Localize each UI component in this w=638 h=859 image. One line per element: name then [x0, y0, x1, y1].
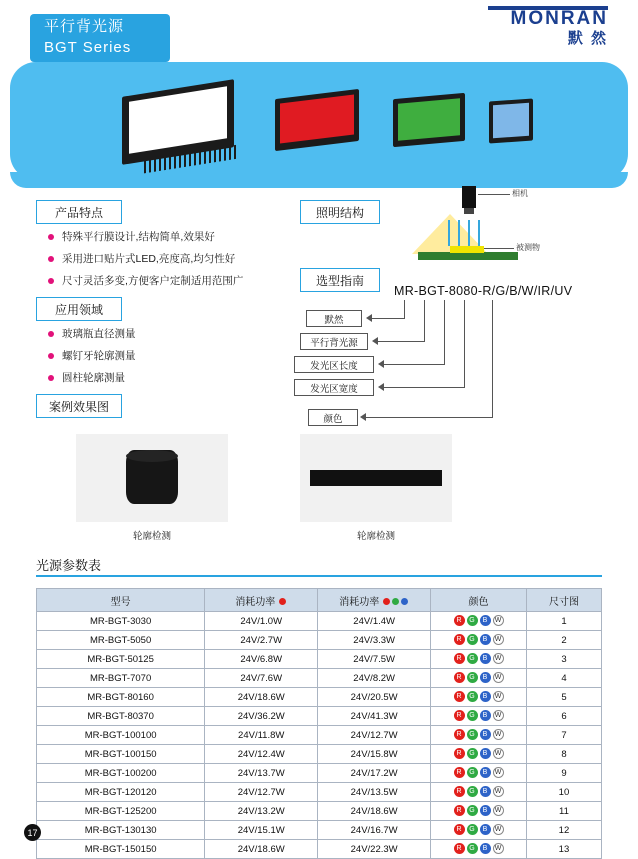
white-color-badge: W: [493, 615, 504, 626]
cell-model: MR-BGT-3030: [37, 612, 205, 631]
guide-item-brand: 默然: [306, 310, 362, 327]
list-item: 玻璃瓶直径测量: [48, 325, 298, 344]
column-header-power-mono: 消耗功率: [205, 589, 318, 612]
guide-item-width: 发光区宽度: [294, 379, 374, 396]
red-color-badge: R: [454, 634, 465, 645]
white-color-badge: W: [493, 672, 504, 683]
light-ray: [478, 220, 480, 246]
white-color-badge: W: [493, 767, 504, 778]
red-color-badge: R: [454, 653, 465, 664]
white-color-badge: W: [493, 634, 504, 645]
cell-power-rgb: 24V/16.7W: [318, 821, 431, 840]
product-image-red: [275, 89, 359, 151]
section-underline: [36, 575, 602, 577]
cell-power-rgb: 24V/8.2W: [318, 669, 431, 688]
blue-color-badge: B: [480, 653, 491, 664]
blue-color-badge: B: [480, 672, 491, 683]
cell-power-mono: 24V/15.1W: [205, 821, 318, 840]
feature-list: [48, 228, 298, 294]
camera-label: 相机: [512, 189, 528, 198]
leader-line: [478, 194, 510, 195]
cell-power-mono: 24V/13.7W: [205, 764, 318, 783]
list-item: 螺钉牙轮廓测量: [48, 347, 298, 366]
cell-power-mono: 24V/6.8W: [205, 650, 318, 669]
green-color-badge: G: [467, 710, 478, 721]
cell-colors: [431, 631, 527, 650]
blue-color-badge: B: [480, 843, 491, 854]
guide-connector: [444, 300, 445, 364]
cell-power-mono: 24V/12.7W: [205, 783, 318, 802]
cell-power-mono: 24V/18.6W: [205, 688, 318, 707]
table-row: [37, 612, 602, 631]
case-image-bar: [300, 434, 452, 522]
page-number: 17: [24, 824, 41, 841]
section-label-selection-guide: 选型指南: [300, 268, 380, 292]
green-color-badge: G: [467, 824, 478, 835]
cell-model: MR-BGT-150150: [37, 840, 205, 859]
cell-colors: [431, 745, 527, 764]
cell-colors: [431, 821, 527, 840]
cell-dimension-ref: 13: [526, 840, 601, 859]
table-row: [37, 631, 602, 650]
blue-color-badge: B: [480, 824, 491, 835]
cell-dimension-ref: 3: [526, 650, 601, 669]
cell-colors: [431, 783, 527, 802]
cell-colors: [431, 764, 527, 783]
cell-model: MR-BGT-125200: [37, 802, 205, 821]
guide-arrow: [360, 413, 366, 421]
cell-model: MR-BGT-100200: [37, 764, 205, 783]
red-dot-icon: [279, 598, 286, 605]
cell-dimension-ref: 7: [526, 726, 601, 745]
green-color-badge: G: [467, 729, 478, 740]
table-row: [37, 783, 602, 802]
list-item: 尺寸灵活多变,方便客户定制适用范围广: [48, 272, 298, 291]
list-item: 采用进口贴片式LED,亮度高,均匀性好: [48, 250, 298, 269]
cell-power-mono: 24V/1.0W: [205, 612, 318, 631]
blue-color-badge: B: [480, 634, 491, 645]
section-label-features: 产品特点: [36, 200, 122, 224]
cell-model: MR-BGT-80370: [37, 707, 205, 726]
guide-arrow: [378, 383, 384, 391]
cell-colors: [431, 802, 527, 821]
cell-dimension-ref: 1: [526, 612, 601, 631]
blue-color-badge: B: [480, 767, 491, 778]
cell-power-rgb: 24V/1.4W: [318, 612, 431, 631]
white-color-badge: W: [493, 786, 504, 797]
white-color-badge: W: [493, 805, 504, 816]
column-header-color: 颜色: [431, 589, 527, 612]
red-color-badge: R: [454, 843, 465, 854]
table-row: [37, 764, 602, 783]
table-row: [37, 726, 602, 745]
guide-arrow: [378, 360, 384, 368]
white-color-badge: W: [493, 691, 504, 702]
green-color-badge: G: [467, 748, 478, 759]
red-color-badge: R: [454, 710, 465, 721]
green-color-badge: G: [467, 691, 478, 702]
green-color-badge: G: [467, 843, 478, 854]
light-ray: [448, 220, 450, 246]
green-color-badge: G: [467, 672, 478, 683]
cell-colors: [431, 669, 527, 688]
case-caption: 轮廓检测: [132, 531, 171, 542]
table-row: [37, 707, 602, 726]
table-row: [37, 669, 602, 688]
table-row: [37, 745, 602, 764]
red-color-badge: R: [454, 767, 465, 778]
light-ray: [468, 220, 470, 246]
cell-model: MR-BGT-5050: [37, 631, 205, 650]
cell-colors: [431, 650, 527, 669]
white-color-badge: W: [493, 729, 504, 740]
white-color-badge: W: [493, 710, 504, 721]
cylinder-object: [126, 450, 178, 504]
cell-dimension-ref: 10: [526, 783, 601, 802]
brand-name-cn: 默 然: [567, 30, 608, 47]
object-label: 被测物: [516, 243, 540, 252]
green-dot-icon: [392, 598, 399, 605]
guide-connector: [492, 300, 493, 417]
table-row: [37, 802, 602, 821]
table-body: [37, 612, 602, 859]
red-dot-icon: [383, 598, 390, 605]
cell-power-rgb: 24V/18.6W: [318, 802, 431, 821]
camera-icon: [462, 186, 476, 208]
company-logo: [511, 8, 609, 48]
cell-power-rgb: 24V/41.3W: [318, 707, 431, 726]
light-ray: [458, 220, 460, 246]
red-color-badge: R: [454, 729, 465, 740]
red-color-badge: R: [454, 691, 465, 702]
table-row: [37, 650, 602, 669]
column-header-dimension: 尺寸图: [526, 589, 601, 612]
green-color-badge: G: [467, 767, 478, 778]
table-row: [37, 840, 602, 859]
model-code: MR-BGT-8080-R/G/B/W/IR/UV: [394, 284, 573, 298]
cell-model: MR-BGT-130130: [37, 821, 205, 840]
white-color-badge: W: [493, 843, 504, 854]
red-color-badge: R: [454, 748, 465, 759]
cell-model: MR-BGT-50125: [37, 650, 205, 669]
red-color-badge: R: [454, 786, 465, 797]
case-image-cylinder: [76, 434, 228, 522]
column-header-model: 型号: [37, 589, 205, 612]
leader-line: [484, 248, 514, 249]
guide-arrow: [372, 337, 378, 345]
product-emitting-face: [280, 94, 354, 143]
guide-arrow: [366, 314, 372, 322]
measured-object: [450, 246, 484, 253]
blue-color-badge: B: [480, 805, 491, 816]
blue-color-badge: B: [480, 729, 491, 740]
table-row: [37, 688, 602, 707]
cell-power-mono: 24V/7.6W: [205, 669, 318, 688]
guide-connector: [366, 417, 493, 418]
cell-model: MR-BGT-100100: [37, 726, 205, 745]
page-title-line2: BGT Series: [44, 39, 132, 56]
guide-item-type: 平行背光源: [300, 333, 368, 350]
bar-object: [310, 470, 442, 486]
cell-power-mono: 24V/12.4W: [205, 745, 318, 764]
cell-power-mono: 24V/2.7W: [205, 631, 318, 650]
list-item: 圆柱轮廓测量: [48, 369, 298, 388]
cell-power-rgb: 24V/20.5W: [318, 688, 431, 707]
cell-colors: [431, 688, 527, 707]
green-color-badge: G: [467, 653, 478, 664]
section-label-applications: 应用领域: [36, 297, 122, 321]
white-color-badge: W: [493, 824, 504, 835]
green-color-badge: G: [467, 634, 478, 645]
case-caption: 轮廓检测: [356, 531, 395, 542]
cell-dimension-ref: 4: [526, 669, 601, 688]
cell-dimension-ref: 6: [526, 707, 601, 726]
page-title: [30, 14, 170, 62]
green-color-badge: G: [467, 805, 478, 816]
blue-color-badge: B: [480, 786, 491, 797]
red-color-badge: R: [454, 615, 465, 626]
cell-power-rgb: 24V/22.3W: [318, 840, 431, 859]
cell-power-mono: 24V/11.8W: [205, 726, 318, 745]
cell-model: MR-BGT-120120: [37, 783, 205, 802]
cell-colors: [431, 726, 527, 745]
green-color-badge: G: [467, 615, 478, 626]
cell-colors: [431, 612, 527, 631]
product-image-green: [393, 93, 465, 147]
blue-color-badge: B: [480, 748, 491, 759]
table-row: [37, 821, 602, 840]
guide-connector: [384, 387, 465, 388]
white-color-badge: W: [493, 748, 504, 759]
cell-dimension-ref: 9: [526, 764, 601, 783]
blue-color-badge: B: [480, 691, 491, 702]
cell-dimension-ref: 12: [526, 821, 601, 840]
blue-dot-icon: [401, 598, 408, 605]
cell-power-rgb: 24V/13.5W: [318, 783, 431, 802]
red-color-badge: R: [454, 805, 465, 816]
section-label-parameters: 光源参数表: [36, 552, 132, 576]
guide-connector: [404, 300, 405, 319]
application-list: [48, 325, 298, 391]
page-title-line1: 平行背光源: [44, 18, 125, 35]
section-label-cases: 案例效果图: [36, 394, 122, 418]
cell-power-mono: 24V/18.6W: [205, 840, 318, 859]
guide-connector: [384, 364, 445, 365]
guide-item-color: 颜色: [308, 409, 358, 426]
blue-color-badge: B: [480, 615, 491, 626]
backlight-panel: [418, 252, 518, 260]
list-item: 特殊平行膜设计,结构简单,效果好: [48, 228, 298, 247]
product-image-blue: [489, 98, 533, 143]
product-emitting-face: [493, 103, 529, 139]
guide-connector: [424, 300, 425, 342]
blue-color-badge: B: [480, 710, 491, 721]
red-color-badge: R: [454, 672, 465, 683]
cell-power-rgb: 24V/7.5W: [318, 650, 431, 669]
cell-dimension-ref: 8: [526, 745, 601, 764]
cell-power-rgb: 24V/3.3W: [318, 631, 431, 650]
cell-colors: [431, 840, 527, 859]
white-color-badge: W: [493, 653, 504, 664]
cell-power-mono: 24V/36.2W: [205, 707, 318, 726]
illumination-diagram: [400, 186, 600, 272]
cell-power-mono: 24V/13.2W: [205, 802, 318, 821]
cell-dimension-ref: 11: [526, 802, 601, 821]
guide-item-length: 发光区长度: [294, 356, 374, 373]
column-header-power-rgb: 消耗功率: [318, 589, 431, 612]
guide-connector: [464, 300, 465, 387]
guide-connector: [372, 318, 405, 319]
section-label-lighting-structure: 照明结构: [300, 200, 380, 224]
product-emitting-face: [398, 98, 460, 140]
cell-power-rgb: 24V/15.8W: [318, 745, 431, 764]
cell-dimension-ref: 2: [526, 631, 601, 650]
table-header-row: [37, 589, 602, 612]
green-color-badge: G: [467, 786, 478, 797]
cell-model: MR-BGT-7070: [37, 669, 205, 688]
cell-model: MR-BGT-80160: [37, 688, 205, 707]
cell-power-rgb: 24V/12.7W: [318, 726, 431, 745]
cell-colors: [431, 707, 527, 726]
guide-connector: [378, 341, 425, 342]
brand-name: MONRAN: [510, 8, 608, 29]
parameter-table: [36, 588, 602, 859]
cell-model: MR-BGT-100150: [37, 745, 205, 764]
cell-power-rgb: 24V/17.2W: [318, 764, 431, 783]
cell-dimension-ref: 5: [526, 688, 601, 707]
red-color-badge: R: [454, 824, 465, 835]
